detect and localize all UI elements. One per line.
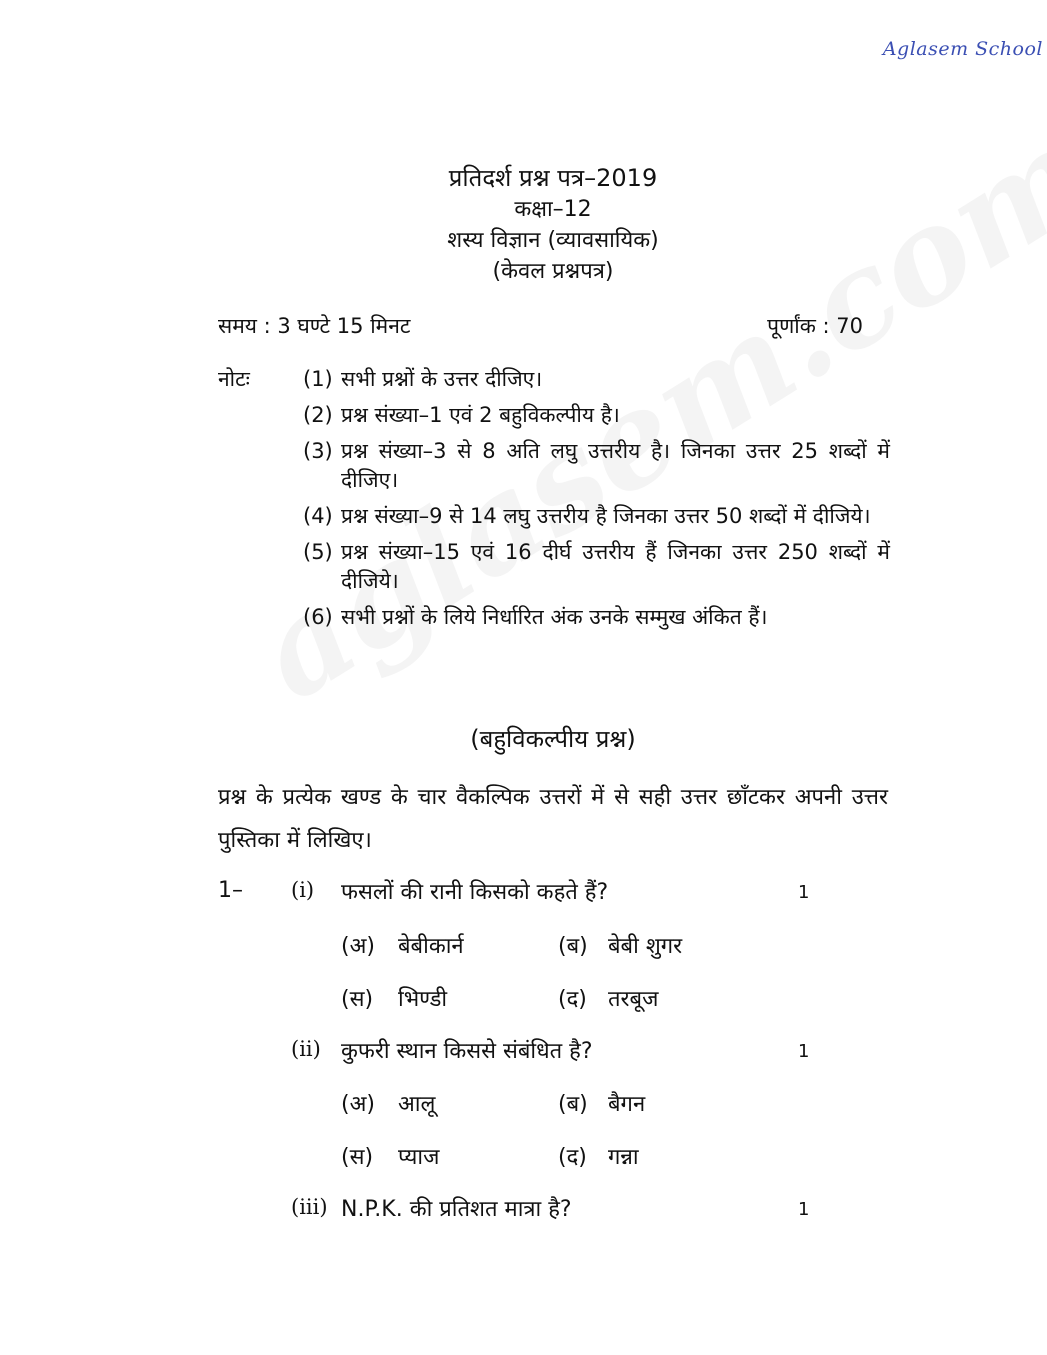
option-key: (अ)	[341, 934, 375, 959]
question-text: कुफरी स्थान किससे संबंधित है?	[341, 1039, 593, 1064]
question-marks: 1	[798, 1041, 810, 1062]
brand-watermark-text: Aglasem School	[882, 38, 1043, 60]
option-key: (ब)	[558, 1092, 588, 1117]
part-label: (i)	[291, 878, 315, 902]
option-text: बेबीकार्न	[398, 934, 464, 959]
option-key: (स)	[341, 1145, 374, 1170]
note-number: (4)	[303, 504, 333, 528]
paper-note-only: (केवल प्रश्नपत्र)	[492, 259, 614, 284]
note-text: प्रश्न संख्या–9 से 14 लघु उत्तरीय है जिनका उत्तर 50 शब्दों में दीजिये।	[341, 504, 871, 528]
note-number: (3)	[303, 439, 333, 463]
option-text: बैगन	[608, 1092, 646, 1117]
option-key: (द)	[558, 1145, 587, 1170]
question-text: फसलों की रानी किसको कहते हैं?	[341, 880, 609, 905]
option-text: प्याज	[398, 1145, 440, 1170]
time-allowed: समय : 3 घण्टे 15 मिनट	[218, 314, 411, 338]
option-text: तरबूज	[608, 987, 659, 1012]
question-text: N.P.K. की प्रतिशत मात्रा है?	[341, 1197, 572, 1222]
option-text: आलू	[398, 1092, 436, 1117]
section-title: (बहुविकल्पीय प्रश्न)	[470, 725, 636, 753]
option-text: भिण्डी	[398, 987, 448, 1012]
note-number: (1)	[303, 367, 333, 391]
note-text: प्रश्न संख्या–3 से 8 अति लघु उत्तरीय है। जिनका उत्तर 25 शब्दों में दीजिए।	[341, 439, 890, 492]
note-text: प्रश्न संख्या–15 एवं 16 दीर्घ उत्तरीय हैं जिनका उत्तर 250 शब्दों में दीजिये।	[341, 540, 890, 593]
section-instruction: प्रश्न के प्रत्येक खण्ड के चार वैकल्पिक उत्तरों में से सही उत्तर छाँटकर अपनी उत्तर पुस्तिका में लिखिए।	[218, 785, 888, 853]
question-marks: 1	[798, 1199, 810, 1220]
notes-label: नोटः	[218, 367, 250, 391]
maximum-marks: पूर्णांक : 70	[767, 314, 863, 338]
option-key: (स)	[341, 987, 374, 1012]
option-text: बेबी शुगर	[608, 934, 683, 959]
question-number: 1–	[218, 878, 243, 903]
note-number: (2)	[303, 403, 333, 427]
part-label: (iii)	[291, 1195, 328, 1219]
paper-subject: शस्य विज्ञान (व्यावसायिक)	[447, 228, 659, 253]
part-label: (ii)	[291, 1037, 321, 1061]
note-text: प्रश्न संख्या–1 एवं 2 बहुविकल्पीय है।	[341, 403, 620, 427]
paper-title: प्रतिदर्श प्रश्न पत्र–2019	[448, 164, 658, 192]
note-text: सभी प्रश्नों के लिये निर्धारित अंक उनके सम्मुख अंकित हैं।	[341, 605, 768, 629]
option-key: (अ)	[341, 1092, 375, 1117]
note-number: (6)	[303, 605, 333, 629]
option-key: (द)	[558, 987, 587, 1012]
note-text: सभी प्रश्नों के उत्तर दीजिए।	[341, 367, 543, 391]
question-marks: 1	[798, 882, 810, 903]
option-text: गन्ना	[608, 1145, 639, 1170]
note-number: (5)	[303, 540, 333, 564]
option-key: (ब)	[558, 934, 588, 959]
paper-class: कक्षा–12	[514, 197, 592, 222]
